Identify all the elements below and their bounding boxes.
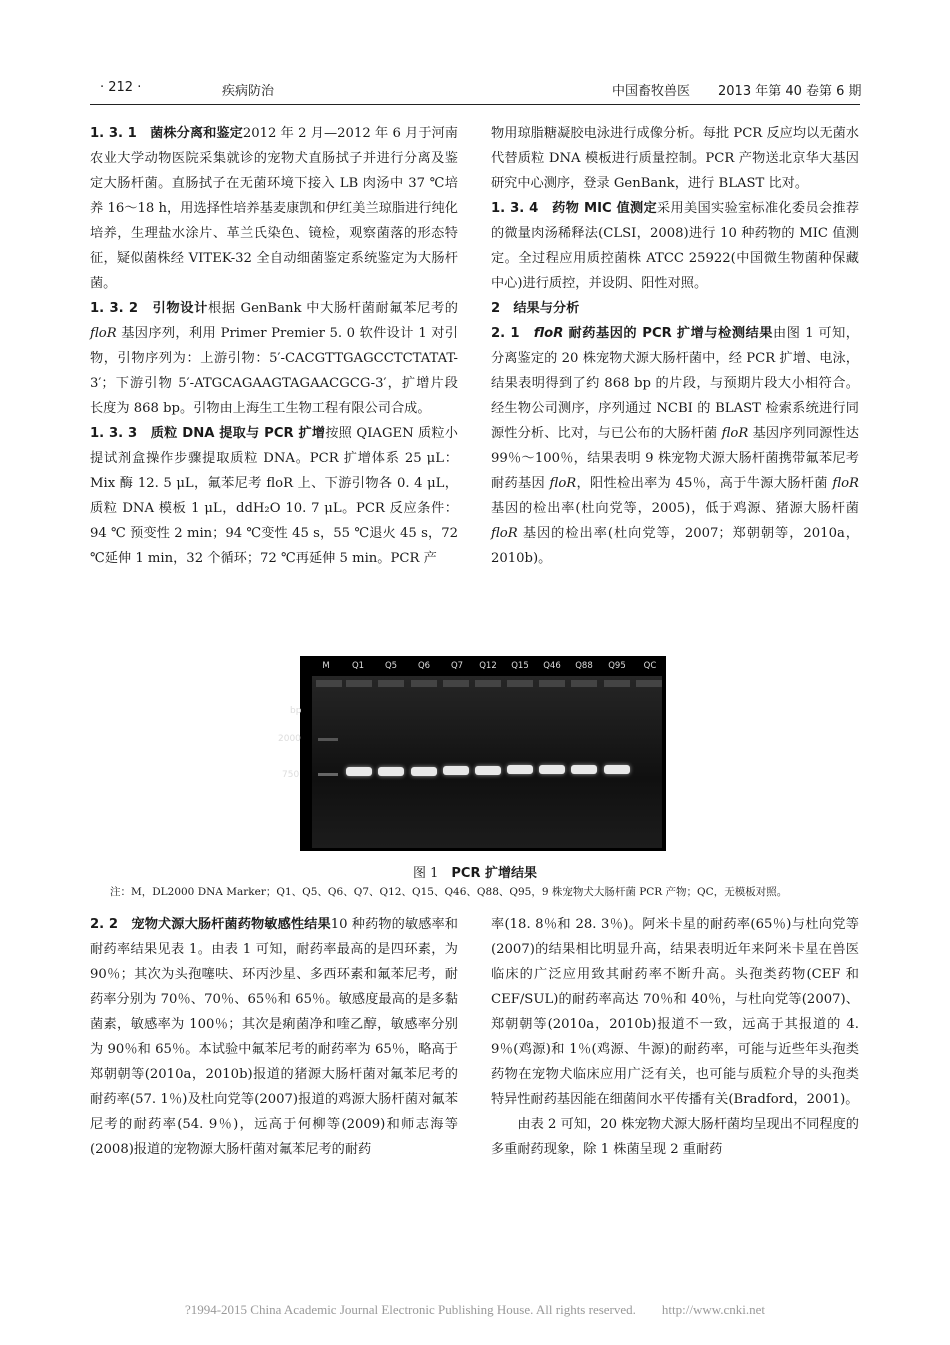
- section-1-3-3-body: 按照 QIAGEN 质粒小提试剂盒操作步骤提取质粒 DNA。PCR 扩增体系 25 μL：Mix 酶 12. 5 μL，氟苯尼考 floR 上、下游引物各 0. 4 μL，质粒 DNA 模板 1 μL，ddH₂O 10. 7 μL。PCR 反应条件：94 ℃ 预变性 2 min；94 ℃变性 45 s，55 ℃退火 45 s，72 ℃延伸 1 min，32 个循环；72 ℃再延伸 5 min。PCR 产: [90, 426, 458, 566]
- lane-label-q15: Q15: [511, 661, 529, 671]
- section-2-2-heading: 2. 2 宠物犬源大肠杆菌药物敏感性结果: [90, 917, 331, 932]
- well: [411, 680, 437, 687]
- pcr-band-q46: [539, 765, 565, 774]
- paragraph-continued: 率(18. 8％和 28. 3％)。阿米卡星的耐药率(65％)与杜向党等(2007)的结果相比明显升高，结果表明近年来阿米卡星在兽医临床的广泛应用致其耐药率不断升高。头孢类药物(CEF 和 CEF/SUL)的耐药率高达 70％和 40％，与杜向党等(2007)、郑朝朝等(2010a，2010b)报道不一致，远高于其报道的 4. 9％(鸡源)和 1％(鸡源、牛源)的耐药率，可能与近些年头孢类药物在宠物犬临床应用广泛有关，也可能与质粒介导的头孢类特异性耐药基因能在细菌间水平传播有关(Bradford，2001)。: [491, 917, 859, 1107]
- section-1-3-3-heading: 1. 3. 3 质粒 DNA 提取与 PCR 扩增: [90, 426, 326, 441]
- pcr-band-q95: [604, 765, 630, 774]
- pcr-band-q7: [443, 766, 469, 775]
- section-2-1-body-a: 由图 1 可知，分离鉴定的 20 株宠物犬源大肠杆菌中，经 PCR 扩增、电泳，结果表明得到了约 868 bp 的片段，与预期片段大小相符合。经生物公司测序，序列通过 NCBI 的 BLAST 检索系统进行同源性分析、比对，与已公布的大肠杆菌: [491, 326, 859, 441]
- well: [507, 680, 533, 687]
- right-column-bottom: [491, 912, 859, 1162]
- well: [636, 680, 662, 687]
- well: [604, 680, 630, 687]
- page-number: · 212 ·: [100, 80, 142, 95]
- well: [475, 680, 501, 687]
- lane-label-qc: QC: [643, 661, 657, 671]
- gene-name: floR: [491, 526, 518, 541]
- lane-label-q88: Q88: [575, 661, 593, 671]
- gene-name: floR: [832, 476, 859, 491]
- pcr-band-q15: [507, 765, 533, 774]
- well: [316, 680, 342, 687]
- pcr-gel-image: [278, 656, 666, 851]
- figure-caption-title: PCR 扩增结果: [451, 866, 537, 881]
- paragraph-table2: 由表 2 可知，20 株宠物犬源大肠杆菌均呈现出不同程度的多重耐药现象，除 1 株菌呈现 2 重耐药: [491, 1117, 859, 1157]
- section-2-1-heading-b: 耐药基因的 PCR 扩增与检测结果: [563, 326, 774, 341]
- gene-name: floR: [549, 476, 577, 491]
- lane-label-q6: Q6: [417, 661, 431, 671]
- section-1-3-2-body-a: 根据 GenBank 中大肠杆菌耐氟苯尼考的: [208, 301, 458, 316]
- pcr-band-q1: [346, 767, 372, 776]
- bp-2000-label: 2000: [278, 734, 301, 744]
- section-2-2-body: 10 种药物的敏感率和耐药率结果见表 1。由表 1 可知，耐药率最高的是四环素，为 90％；其次为头孢噻呋、环丙沙星、多西环素和氟苯尼考，耐药率分别为 70％、70％、65％和 65％。敏感度最高的是多黏菌素，敏感率为 100％；其次是痢菌净和喹乙醇，敏感率分别为 90％和 65％。本试验中氟苯尼考的耐药率为 65％，略高于郑朝朝等(2010a，2010b)报道的猪源大肠杆菌对氟苯尼考的耐药率(57. 1％)及杜向党等(2007)报道的鸡源大肠杆菌对氟苯尼考的耐药率(54. 9％)，远高于何柳等(2009)和师志海等(2008)报道的宠物源大肠杆菌对氟苯尼考的耐药: [90, 917, 458, 1157]
- lane-label-q12: Q12: [479, 661, 497, 671]
- section-2-1-heading-gene: floR: [533, 326, 564, 341]
- section-2-1-heading-a: 2. 1: [491, 326, 534, 341]
- left-column-bottom: [90, 912, 458, 1162]
- journal-name: 中国畜牧兽医: [612, 84, 691, 99]
- section-1-3-4-heading: 1. 3. 4 药物 MIC 值测定: [491, 201, 658, 216]
- bp-750-label: 750: [282, 770, 300, 780]
- lane-label-m: M: [322, 661, 330, 671]
- section-1-3-1-body: 2012 年 2 月—2012 年 6 月于河南农业大学动物医院采集就诊的宠物犬直肠拭子并进行分离及鉴定大肠杆菌。直肠拭子在无菌环境下接入 LB 肉汤中 37 ℃培养 16～18 h，用选择性培养基麦康凯和伊红美兰琼脂进行纯化培养，生理盐水涂片、革兰氏染色、镜检，观察菌落的形态特征，疑似菌株经 VITEK-32 全自动细菌鉴定系统鉴定为大肠杆菌。: [90, 126, 458, 291]
- marker-2000-band: [318, 738, 338, 741]
- gel-background: [312, 676, 662, 848]
- lane-label-q46: Q46: [543, 661, 561, 671]
- pcr-band-q12: [475, 766, 501, 775]
- pcr-band-q5: [378, 767, 404, 776]
- paragraph-continued: 物用琼脂糖凝胶电泳进行成像分析。每批 PCR 反应均以无菌水代替质粒 DNA 模板进行质量控制。PCR 产物送北京华大基因研究中心测序，登录 GenBank，进行 BLAST 比对。: [491, 126, 859, 191]
- section-2-heading: 2 结果与分析: [491, 301, 580, 316]
- section-1-3-1-heading: 1. 3. 1 菌株分离和鉴定: [90, 126, 243, 141]
- lane-label-q5: Q5: [384, 661, 398, 671]
- well: [571, 680, 597, 687]
- well: [378, 680, 404, 687]
- section-2-1-body-d: 基因的检出率(杜向党等，2005)，低于鸡源、猪源大肠杆菌: [491, 501, 859, 516]
- header-rule: [90, 104, 860, 105]
- well: [443, 680, 469, 687]
- figure-caption: [0, 862, 950, 881]
- issue-info: 2013 年第 40 卷第 6 期: [718, 84, 862, 99]
- marker-750-band: [318, 773, 338, 776]
- pcr-band-q6: [411, 767, 437, 776]
- left-column-top: [90, 121, 458, 571]
- well: [539, 680, 565, 687]
- figure-caption-number: 图 1: [412, 866, 452, 881]
- section-2-1-body-b: 基因序列同源性达 99％～100％，结果表明 9 株宠物犬源大肠杆菌携带氟苯尼考耐药基因: [491, 426, 859, 491]
- well: [346, 680, 372, 687]
- lane-label-q95: Q95: [608, 661, 626, 671]
- lane-label-q7: Q7: [450, 661, 464, 671]
- section-2-1-body-e: 基因的检出率(杜向党等，2007；郑朝朝等，2010a，2010b)。: [491, 526, 859, 566]
- bp-unit-label: bp: [290, 706, 302, 716]
- gene-name: floR: [721, 426, 749, 441]
- gene-name: floR: [90, 326, 117, 341]
- section-1-3-4-body: 采用美国实验室标准化委员会推荐的微量肉汤稀释法(CLSI，2008)进行 10 种药物的 MIC 值测定。全过程应用质控菌株 ATCC 25922(中国微生物菌种保藏中心)进行质控，并设阴、阳性对照。: [491, 201, 860, 291]
- section-2-1-body-c: ，阳性检出率为 45％，高于牛源大肠杆菌: [576, 476, 833, 491]
- pcr-band-q88: [571, 765, 597, 774]
- section-1-3-2-heading: 1. 3. 2 引物设计: [90, 301, 208, 316]
- section-1-3-2-body-b: 基因序列，利用 Primer Premier 5. 0 软件设计 1 对引物，引物序列为：上游引物：5′-CACGTTGAGCCTCTATAT-3′；下游引物 5′-ATGCAGAAGTAGAACGCG-3′，扩增片段长度为 868 bp。引物由上海生工生物工程有限公司合成。: [90, 326, 458, 416]
- right-column-top: [491, 121, 859, 571]
- figure-note: 注：M，DL2000 DNA Marker；Q1、Q5、Q6、Q7、Q12、Q15、Q46、Q88、Q95，9 株宠物犬大肠杆菌 PCR 产物；QC，无模板对照。: [110, 886, 788, 898]
- lane-label-q1: Q1: [351, 661, 365, 671]
- section-label: 疾病防治: [222, 84, 275, 99]
- copyright-footer: ?1994-2015 China Academic Journal Electronic Publishing House. All rights reserved. http://www.cnki.net: [184, 1302, 766, 1317]
